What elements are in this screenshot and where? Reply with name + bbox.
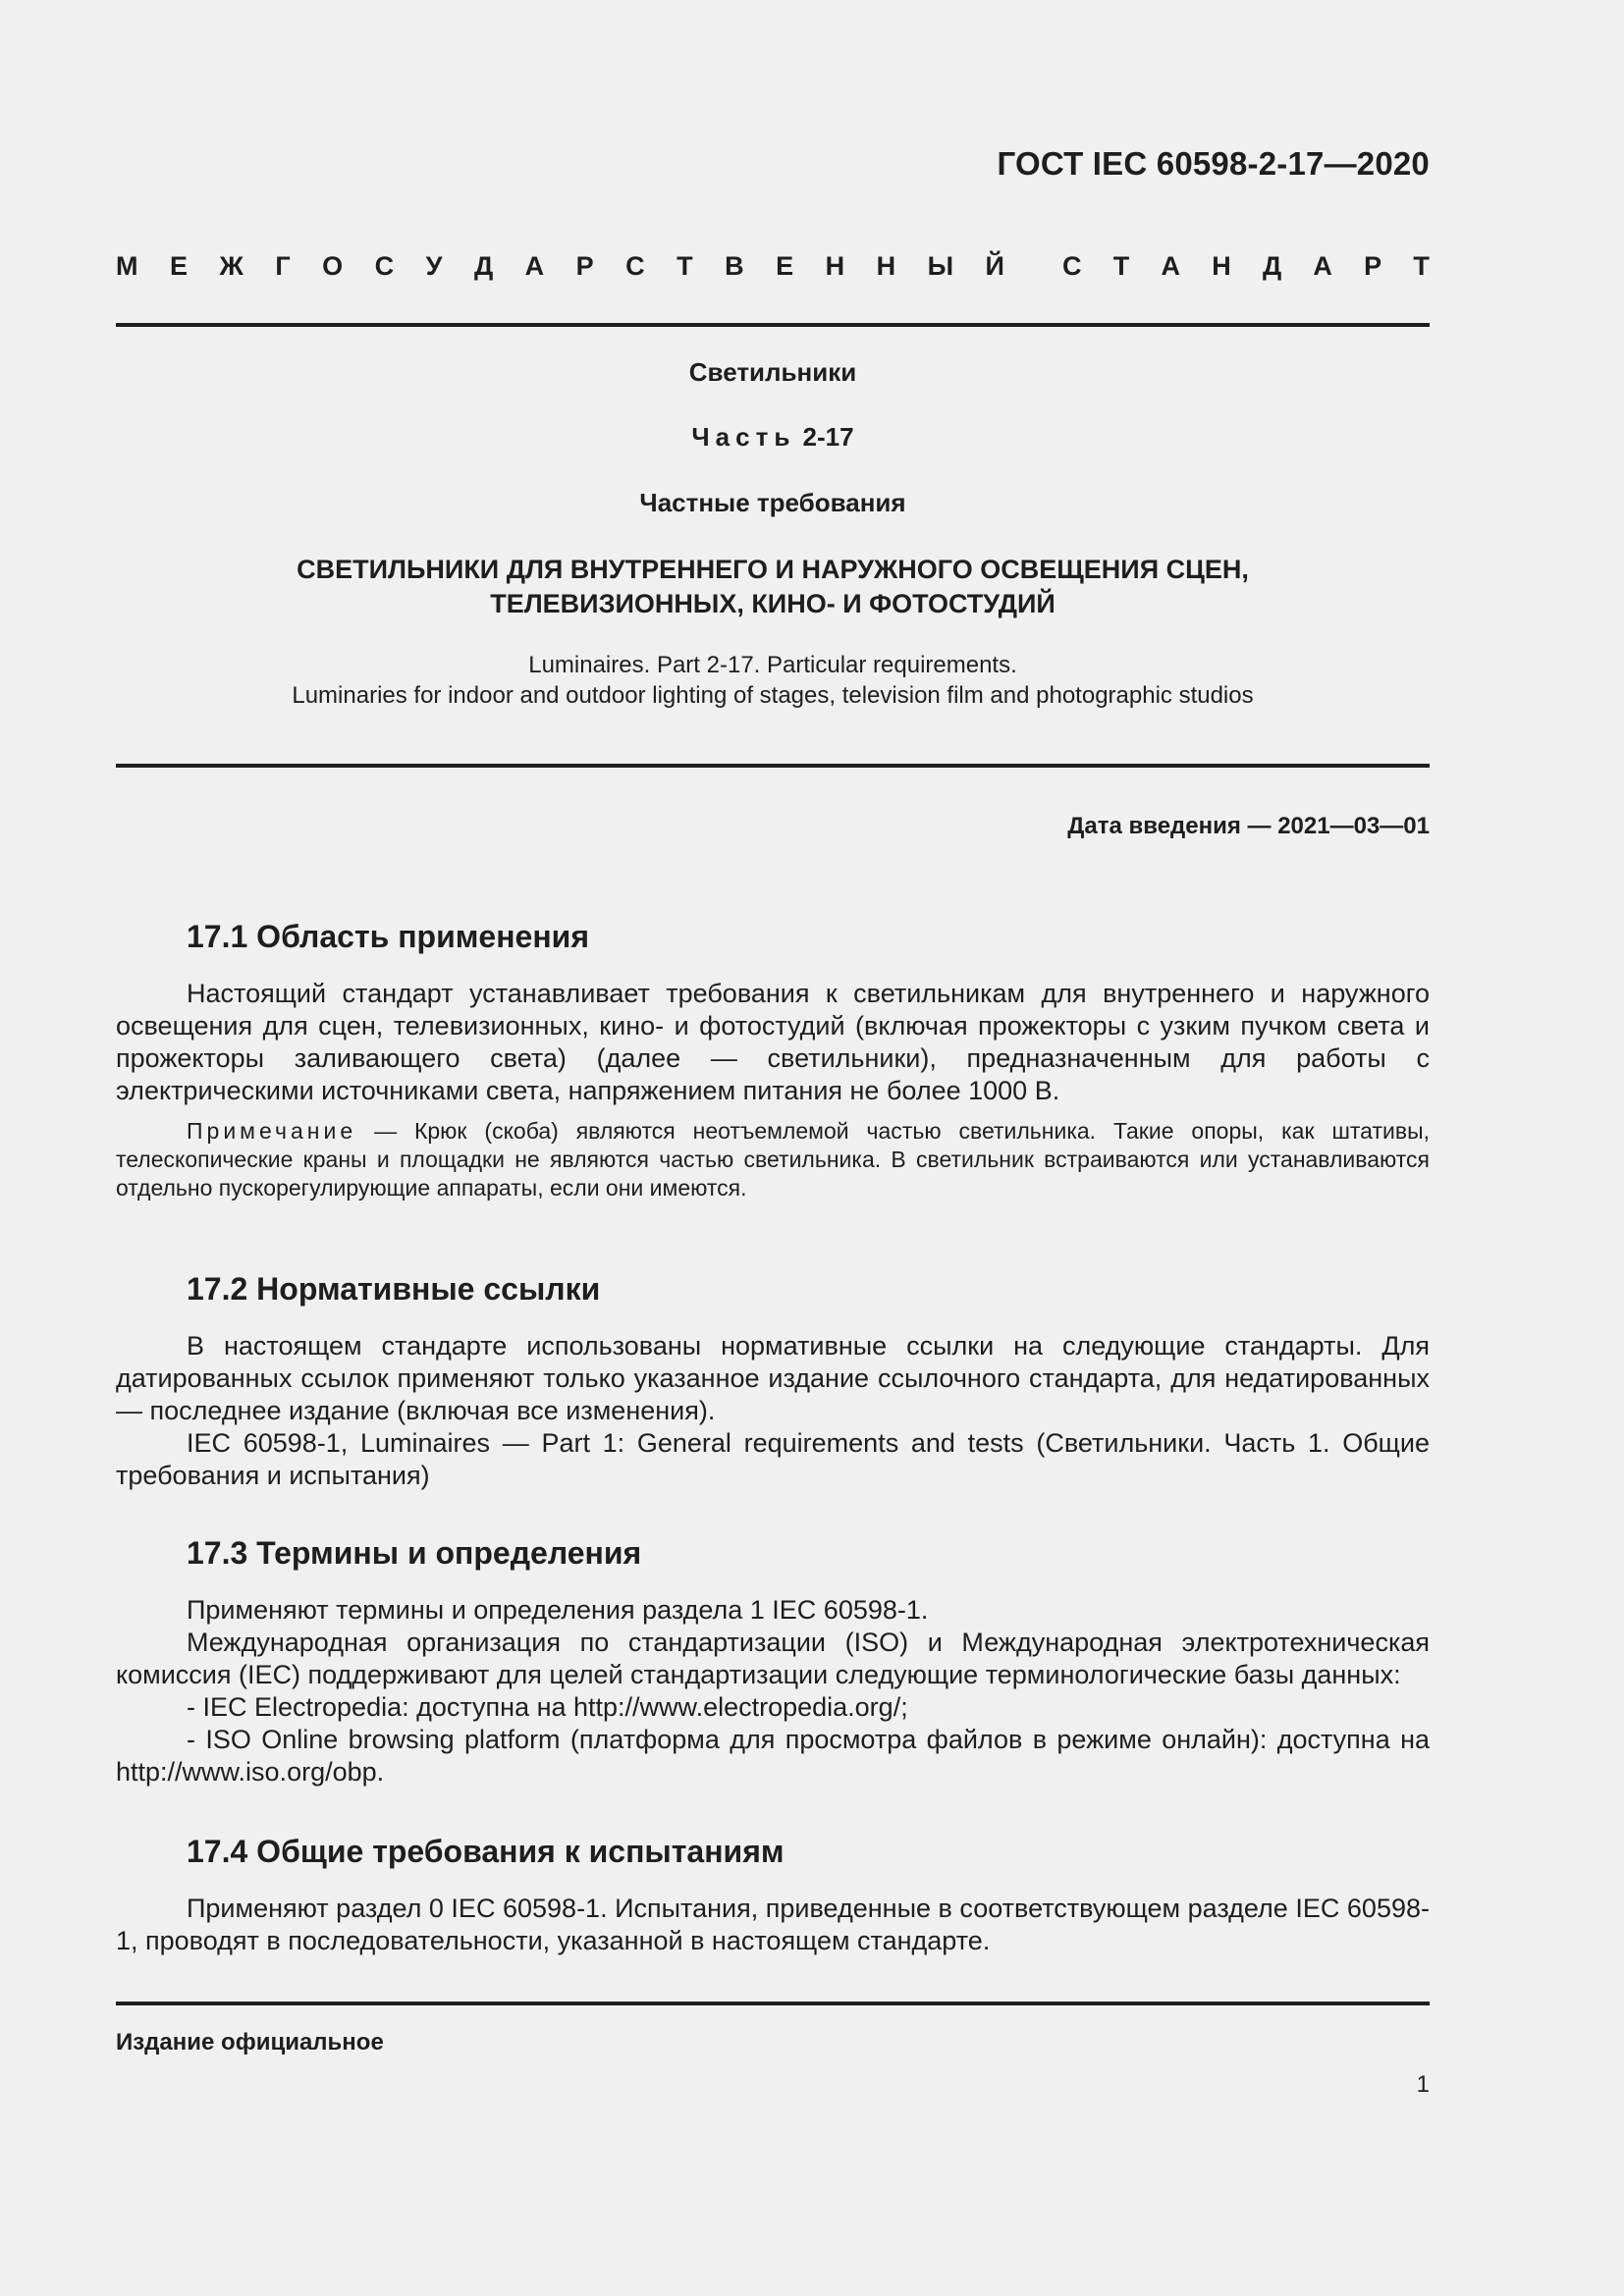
english-title — [116, 650, 1430, 711]
section-paragraph: Применяют раздел 0 IEC 60598-1. Испытания, приведенные в соответствующем разделе IEC 60598-1, проводят в последовательности, указанной в настоящем стандарте. — [116, 1894, 1430, 1955]
title-particular-requirements: Частные требования — [639, 488, 906, 517]
letter: О — [322, 251, 344, 281]
part-title — [116, 422, 1430, 453]
letter: С — [625, 251, 645, 281]
note-label: Примечание — [187, 1118, 357, 1144]
section-paragraph: Применяют термины и определения раздела 1 IEC 60598-1. — [187, 1595, 929, 1625]
document-page — [116, 0, 1430, 2296]
list-item-iso-obp: - ISO Online browsing platform (платформа для просмотра файлов в режиме онлайн): доступна на http://www.iso.org/obp. — [116, 1725, 1430, 1787]
english-title-line-1: Luminaires. Part 2-17. Particular requirements. — [528, 652, 1017, 678]
standard-type-word-2 — [1062, 251, 1430, 282]
letter: Ы — [927, 251, 954, 281]
section-17-1 — [116, 917, 1430, 1202]
letter: Е — [776, 251, 794, 281]
list-item-electropedia: - IEC Electropedia: доступна на http://www.electropedia.org/; — [187, 1692, 908, 1722]
letter: Е — [169, 251, 188, 281]
standard-type-word-1 — [116, 251, 1004, 282]
section-heading: 17.3 Термины и определения — [187, 1535, 642, 1571]
letter: Г — [275, 251, 291, 281]
letter: Д — [1262, 251, 1282, 281]
letter: В — [725, 251, 744, 281]
letter: Н — [825, 251, 845, 281]
note-text: — Крюк (скоба) являются неотъемлемой частью светильника. Такие опоры, как штативы, телескопические краны и площадки не являются частью светильника. В светильник встраиваются или устанавливаются отдельно пускорегулирующие аппараты, если они имеются. — [116, 1118, 1430, 1201]
section-heading: 17.4 Общие требования к испытаниям — [187, 1834, 785, 1869]
letter: А — [1161, 251, 1180, 281]
section-paragraph: Международная организация по стандартизации (ISO) и Международная электротехническая комиссия (IEC) поддерживают для целей стандартизации следующие терминологические базы данных: — [116, 1628, 1430, 1689]
main-title-line-2: ТЕЛЕВИЗИОННЫХ, КИНО- И ФОТОСТУДИЙ — [490, 589, 1056, 618]
section-17-4 — [116, 1832, 1430, 1957]
section-17-2 — [116, 1269, 1430, 1492]
note — [116, 1117, 1430, 1202]
standard-type — [116, 251, 1430, 282]
letter: Н — [876, 251, 896, 281]
main-title — [116, 553, 1430, 621]
letter: М — [116, 251, 138, 281]
letter: Ж — [219, 251, 244, 281]
main-title-line-1: СВЕТИЛЬНИКИ ДЛЯ ВНУТРЕННЕГО И НАРУЖНОГО ОСВЕЩЕНИЯ СЦЕН, — [297, 555, 1249, 584]
section-paragraph: IEC 60598-1, Luminaires — Part 1: General requirements and tests (Светильники. Часть 1. Общие требования и испытания) — [116, 1428, 1430, 1490]
document-code: ГОСТ IEC 60598-2-17—2020 — [997, 145, 1430, 182]
introduction-date: Дата введения — 2021—03—01 — [1067, 813, 1430, 839]
official-edition-label: Издание официальное — [116, 2029, 384, 2056]
page-number: 1 — [1416, 2071, 1430, 2098]
letter: У — [425, 251, 443, 281]
footer-rule — [116, 2002, 1430, 2005]
letter: Т — [677, 251, 693, 281]
letter: Т — [1112, 251, 1130, 281]
letter: С — [374, 251, 395, 281]
section-17-3 — [116, 1533, 1430, 1789]
part-label: Часть — [691, 422, 796, 452]
letter: Р — [575, 251, 594, 281]
english-title-line-2: Luminaries for indoor and outdoor lighting of stages, television film and photographic studios — [292, 682, 1254, 709]
letter: Т — [1413, 251, 1430, 281]
letter: А — [524, 251, 545, 281]
letter: Н — [1212, 251, 1231, 281]
section-heading: 17.1 Область применения — [187, 919, 589, 954]
title-luminaires: Светильники — [688, 357, 857, 387]
letter: Й — [985, 251, 1004, 281]
letter: Р — [1364, 251, 1382, 281]
section-paragraph: Настоящий стандарт устанавливает требования к светильникам для внутреннего и наружного освещения для сцен, телевизионных, кино- и фотостудий (включая прожекторы с узким пучком света и прожекторы заливающего света) (далее — светильники), предназначенным для работы с электрическими источниками света, напряжением питания не более 1000 В. — [116, 979, 1430, 1105]
letter: А — [1313, 251, 1332, 281]
title-bottom-rule — [116, 764, 1430, 768]
part-number: 2-17 — [802, 422, 854, 452]
letter: С — [1062, 251, 1082, 281]
letter: Д — [473, 251, 494, 281]
top-rule — [116, 323, 1430, 327]
section-paragraph: В настоящем стандарте использованы нормативные ссылки на следующие стандарты. Для датированных ссылок применяют только указанное издание ссылочного стандарта, для недатированных — последнее издание (включая все изменения). — [116, 1331, 1430, 1425]
section-heading: 17.2 Нормативные ссылки — [187, 1271, 601, 1307]
